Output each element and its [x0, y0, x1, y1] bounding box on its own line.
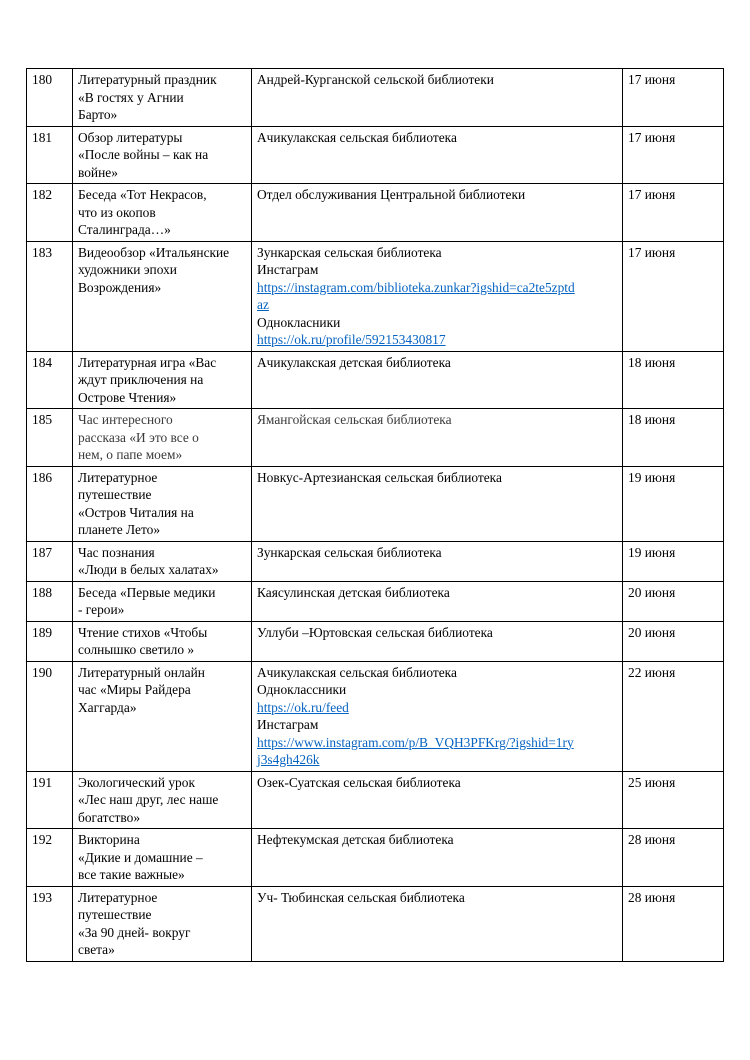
event-title-line: солнышко светило » [78, 642, 195, 657]
event-title-line: Хаггарда» [78, 699, 137, 715]
event-title-line: «Остров Читалия на [78, 504, 194, 520]
event-location [252, 466, 623, 541]
event-title-line: Сталинграда…» [78, 222, 171, 237]
table-row [27, 886, 724, 961]
event-title-line: Обзор литературы [78, 129, 183, 145]
event-title [73, 771, 252, 829]
row-number: 180 [27, 69, 73, 127]
row-number: 193 [27, 886, 73, 961]
event-title-line: Викторина [78, 832, 140, 847]
event-location-line: Ачикулакская сельская библиотека [257, 664, 457, 680]
event-title-line: Час познания [78, 544, 155, 560]
row-number: 182 [27, 184, 73, 242]
event-title-line: - герои» [78, 602, 125, 617]
event-location-line: Инстаграм [257, 262, 319, 277]
row-number: 184 [27, 351, 73, 409]
row-number: 185 [27, 409, 73, 467]
event-title-line: Чтение стихов «Чтобы [78, 624, 208, 640]
event-title [73, 351, 252, 409]
table-row [27, 541, 724, 581]
row-number: 186 [27, 466, 73, 541]
row-number: 188 [27, 581, 73, 621]
event-title-line: все такие важные» [78, 867, 185, 882]
event-link[interactable]: j3s4gh426k [257, 752, 320, 767]
event-location [252, 69, 623, 127]
event-title-line: Экологический урок [78, 774, 195, 790]
event-title [73, 661, 252, 771]
table-row [27, 661, 724, 771]
table-row [27, 621, 724, 661]
event-title-line: Беседа «Тот Некрасов, [78, 187, 207, 202]
event-title-line: Барто» [78, 107, 118, 122]
event-date: 18 июня [623, 351, 724, 409]
event-location-line: Уллуби –Юртовская сельская библиотека [257, 624, 493, 640]
event-date: 18 июня [623, 409, 724, 467]
table-row [27, 581, 724, 621]
event-location-line: Андрей-Курганской сельской библиотеки [257, 72, 494, 87]
row-number: 189 [27, 621, 73, 661]
event-title-line: «Лес наш друг, лес наше [78, 792, 219, 807]
table-row [27, 351, 724, 409]
event-title-line: «Люди в белых халатах» [78, 562, 219, 577]
event-title-line: Литературное [78, 469, 158, 485]
event-title-line: света» [78, 942, 115, 957]
event-title-line: художники эпохи [78, 262, 177, 277]
event-title-line: «За 90 дней- вокруг [78, 924, 191, 940]
event-title-line: Литературное [78, 889, 158, 905]
event-location-line: Отдел обслуживания Центральной библиотеки [257, 187, 526, 202]
event-title-line: Литературная игра «Вас [78, 354, 217, 370]
event-date: 17 июня [623, 184, 724, 242]
event-title-line: «После войны – как на [78, 147, 209, 162]
table-row [27, 69, 724, 127]
event-date: 19 июня [623, 541, 724, 581]
event-title-line: час «Миры Райдера [78, 682, 191, 697]
event-title-line: Видеообзор «Итальянские [78, 244, 230, 260]
event-location [252, 581, 623, 621]
event-title [73, 241, 252, 351]
event-title-line: «В гостях у Агнии [78, 89, 184, 105]
event-location [252, 886, 623, 961]
event-date: 25 июня [623, 771, 724, 829]
event-title-line: «Дикие и домашние – [78, 849, 203, 865]
event-title-line: что из окопов [78, 204, 156, 220]
event-location [252, 409, 623, 467]
event-link[interactable]: https://ok.ru/profile/592153430817 [257, 332, 446, 347]
event-location-line: Ямангойская сельская библиотека [257, 412, 452, 427]
row-number: 187 [27, 541, 73, 581]
event-title-line: Острове Чтения» [78, 389, 177, 405]
row-number: 191 [27, 771, 73, 829]
event-location-line: Нефтекумская детская библиотека [257, 832, 454, 847]
event-location-line: Новкус-Артезианская сельская библиотека [257, 469, 502, 485]
event-location [252, 621, 623, 661]
event-link[interactable]: https://ok.ru/feed [257, 699, 349, 715]
event-title [73, 69, 252, 127]
event-title-line: Час интересного [78, 412, 173, 427]
event-date: 17 июня [623, 69, 724, 127]
event-title-line: рассказа «И это все о [78, 429, 199, 445]
table-row [27, 466, 724, 541]
events-table-body [27, 69, 724, 962]
row-number: 181 [27, 126, 73, 184]
event-date: 20 июня [623, 581, 724, 621]
event-date: 28 июня [623, 886, 724, 961]
event-title-line: путешествие [78, 907, 152, 922]
event-title-line: ждут приключения на [78, 372, 204, 387]
event-location-line: Каясулинская детская библиотека [257, 584, 450, 600]
event-title-line: нем, о папе моем» [78, 447, 183, 462]
event-location [252, 541, 623, 581]
event-location [252, 241, 623, 351]
event-location [252, 184, 623, 242]
event-location [252, 661, 623, 771]
event-title-line: Литературный праздник [78, 72, 217, 87]
event-title [73, 466, 252, 541]
event-location-line: Зункарская сельская библиотека [257, 244, 442, 260]
row-number: 183 [27, 241, 73, 351]
table-row [27, 184, 724, 242]
event-title [73, 184, 252, 242]
event-link[interactable]: az [257, 297, 269, 312]
event-title-line: Литературный онлайн [78, 664, 205, 680]
event-date: 20 июня [623, 621, 724, 661]
event-link[interactable]: https://instagram.com/biblioteka.zunkar?igshid=ca2te5zptd [257, 279, 575, 295]
event-location-line: Уч- Тюбинская сельская библиотека [257, 889, 465, 905]
event-date: 17 июня [623, 241, 724, 351]
event-title [73, 126, 252, 184]
event-location-line: Озек-Суатская сельская библиотека [257, 774, 461, 790]
table-row [27, 409, 724, 467]
event-title [73, 541, 252, 581]
event-location [252, 829, 623, 887]
event-title [73, 621, 252, 661]
table-row [27, 126, 724, 184]
event-date: 19 июня [623, 466, 724, 541]
event-date: 17 июня [623, 126, 724, 184]
event-location [252, 126, 623, 184]
event-title [73, 409, 252, 467]
event-title-line: войне» [78, 164, 118, 180]
event-location [252, 351, 623, 409]
event-date: 22 июня [623, 661, 724, 771]
event-location-line: Одноклассники [257, 682, 347, 697]
event-title [73, 829, 252, 887]
table-row [27, 829, 724, 887]
event-location-line: Инстаграм [257, 717, 319, 732]
event-title-line: путешествие [78, 487, 152, 502]
table-row [27, 241, 724, 351]
event-location-line: Ачикулакская сельская библиотека [257, 129, 457, 145]
event-title-line: планете Лето» [78, 522, 161, 537]
event-title [73, 581, 252, 621]
event-title [73, 886, 252, 961]
event-location-line: Ачикулакская детская библиотека [257, 354, 451, 370]
event-title-line: Беседа «Первые медики [78, 584, 216, 600]
event-location [252, 771, 623, 829]
event-title-line: Возрождения» [78, 279, 162, 295]
table-row [27, 771, 724, 829]
event-title-line: богатство» [78, 809, 141, 825]
events-table [26, 68, 724, 962]
row-number: 190 [27, 661, 73, 771]
row-number: 192 [27, 829, 73, 887]
event-location-line: Зункарская сельская библиотека [257, 544, 442, 560]
event-date: 28 июня [623, 829, 724, 887]
event-link[interactable]: https://www.instagram.com/p/B_VQH3PFKrg/?igshid=1ry [257, 734, 574, 750]
event-location-line: Однокласники [257, 314, 341, 330]
